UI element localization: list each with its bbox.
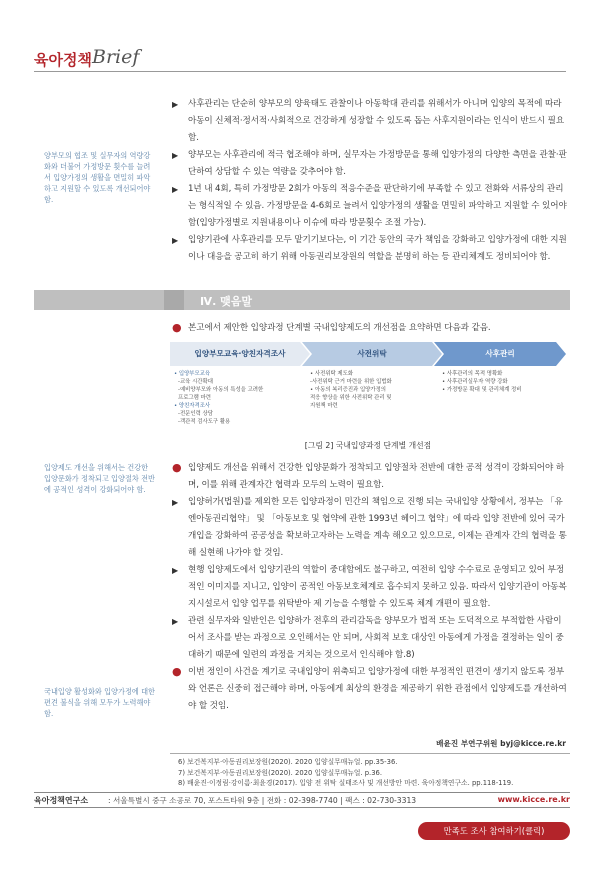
stage-detail-item: • 아동의 복리증진과 입양가정의 [310,387,387,393]
sub-bullet-point: ▶ 관련 실무자와 일반인은 입양하가 전후의 관리감독을 양부모가 법적 또는 도덕적으로 부적합한 사람이어서 조사를 받는 과정으로 오인해서는 안 되며, 사회적 보호 대상인 아동에게 가정을 결정하는 일이 중대하기 때문에 일련의 과정을 거치는 것으로서 인식해야 함.8) [172,613,568,664]
stage-detail-item: • 사후관리실무자 역량 강화 [442,379,508,385]
stage-detail-item: • 입양부모교육 [174,371,211,377]
bullet-point: ▶ 입양기관에 사후관리를 모두 맡기기보다는, 이 기간 동안의 국가 책임을 강화하고 입양가정에 대한 지원이나 대응을 공고히 하기 위해 아동권리보장원의 역할을 분명히 하는 등 관리체계도 정비되어야 함. [172,232,568,266]
stage-label: 사후관리 [485,349,515,358]
stage-detail-item: 적응 향상을 위한 사전위탁 관리 및 [310,395,392,401]
triangle-bullet-icon: ▶ [172,236,179,245]
stage-detail-item: 프로그램 마련 [178,395,211,401]
stage-detail-item: -예비양부모와 아동의 특성을 고려한 [178,387,264,393]
triangle-bullet-icon: ▶ [172,185,179,194]
stage-label: 입양부모교육·양친자격조사 [194,349,286,358]
page-header [34,46,566,72]
side-note-adoption-reform: 입양제도 개선을 위해서는 건강한 입양문화가 정착되고 입양절차 전반에 공적인 성격이 강화되어야 함. [44,463,156,494]
figure-caption: [그림 2] 국내입양과정 단계별 개선점 [304,441,432,450]
footnote: 6) 보건복지부·아동권리보장원(2020). 2020 입양실무매뉴얼. pp.35-36. [178,758,398,766]
survey-button[interactable]: 만족도 조사 참여하기(클릭) [418,822,570,840]
triangle-bullet-icon: ▶ [172,151,179,160]
stage-detail-item: • 사전위탁 제도화 [310,371,354,377]
triangle-bullet-icon: ▶ [172,617,179,626]
stage-detail-item: • 사후관리의 목적 명확화 [442,371,503,377]
brand-subtitle: Brief [92,46,140,68]
stage-arrow-3 [434,342,566,366]
stage-detail-item: • 가정방문 확대 및 관리체계 정비 [442,387,522,393]
triangle-bullet-icon: ▶ [172,566,179,575]
conclusion-intro [172,320,568,337]
aftercare-points [172,96,568,266]
stage-label: 사전위탁 [357,349,387,358]
footnotes [178,757,513,789]
footnote: 8) 배윤진·이정림·강이름·최윤경(2017). 입양 전 위탁 실태조사 및 개선방안 마련. 육아정책연구소. pp.118-119. [178,779,514,787]
stage-detail-item: -교육 시간확대 [178,379,213,385]
footer-address: : 서울특별시 중구 소공로 70, 포스트타워 9층 | 전화 : 02-398-7740 | 팩스 : 02-730-3313 [108,796,417,805]
dot-bullet-icon: ● [172,461,182,474]
section-heading [34,290,570,310]
bullet-point: ● 입양제도 개선을 위해서 건강한 입양문화가 정착되고 입양절차 전반에 대한 공적 성격이 강화되어야 하며, 이를 위해 관계자간 협력과 모두의 노력이 필요함. [172,461,565,490]
author-line: 배윤진 부연구위원 byj@kicce.re.kr [436,739,566,748]
section-marker [164,290,184,310]
page-footer [34,792,570,808]
stage-arrow-1 [170,342,310,366]
bullet-point: ▶ 사후관리는 단순히 양부모의 양육태도 관찰이나 아동학대 관리를 위해서가 아니며 입양의 목적에 따라 아동이 신체적·정서적·사회적으로 건강하게 성장할 수 있도록 돕는 사후지원이라는 인식이 반드시 필요함. [172,96,568,147]
triangle-bullet-icon: ▶ [172,100,179,109]
side-note-aftercare: 양부모의 협조 및 실무자의 역량강화와 더불어 가정방문 횟수를 늘려서 입양가정의 생활을 면밀히 파악하고 지원할 수 있도록 개선되어야 함. [44,151,151,204]
brand-title: 육아정책 [34,51,92,69]
footer-website-link[interactable]: www.kicce.re.kr [497,795,570,804]
stage-details-2 [306,370,392,410]
stage-detail-item: -사전위탁 근거 마련을 위한 입법화 [310,379,392,385]
side-note-prejudice: 국내입양 활성화와 입양가정에 대한 편견 불식을 위해 모두가 노력해야 함. [44,687,156,718]
bullet-point: ● 본고에서 제안한 입양과정 단계별 국내입양제도의 개선점을 요약하면 다음과 같음. [172,321,491,334]
triangle-bullet-icon: ▶ [172,498,179,507]
stage-details-1 [174,370,263,426]
stage-detail-item: -전문인력 상담 [178,411,213,417]
footer-institute: 육아정책연구소 [34,796,89,805]
dot-bullet-icon: ● [172,321,182,334]
stage-details-3 [438,370,521,394]
sub-bullet-point: ▶ 입양허가(법원)를 제외한 모든 입양과정이 민간의 책임으로 진행 되는 국내입양 상황에서, 정부는 「유엔아동권리협약」 및 「아동보호 및 협약에 관한 1993년 헤이그 협약」에 따라 입양 전반에 있어 국가 개입을 강화하여 공공성을 확보하고자하는 노력을 계속 해오고 있으므로, 이제는 관계자 간의 협력을 통해 실현해 나가야 할 것임. [172,494,568,562]
bullet-point: ▶ 양부모는 사후관리에 적극 협조해야 하며, 실무자는 가정방문을 통해 입양가정의 다양한 측면을 관찰·판단하여 상담할 수 있는 역량을 갖추어야 함. [172,147,568,181]
section-title: Ⅳ. 맺음말 [200,295,252,308]
footnote: 7) 보건복지부·아동권리보장원(2020). 2020 입양실무매뉴얼. p.36. [178,768,383,777]
process-diagram [170,342,566,436]
stage-detail-item: -객관적 검사도구 활용 [178,419,231,425]
stage-detail-item: 지원책 마련 [310,403,338,409]
dot-bullet-icon: ● [172,665,182,678]
bullet-point: ▶ 1년 내 4회, 특히 가정방문 2회가 아동의 적응수준을 판단하기에 부족할 수 있고 전화와 서류상의 관리는 형식적일 수 있음. 가정방문을 4-6회로 늘려서 입양가정의 생활을 면밀히 파악하고 지원할 수 있어야 함(입양가정별로 지원내용이나 이슈에 따라 방문횟수 조절 가능). [172,181,568,232]
stage-detail-item: • 양친자격조사 [174,403,211,409]
bullet-point: ● 이번 정인이 사건을 계기로 국내입양이 위축되고 입양가정에 대한 부정적인 편견이 생기지 않도록 정부와 언론은 신중히 접근해야 하며, 아동에게 최상의 환경을 제공하기 위한 관점에서 입양제도를 개선하여야 할 것임. [172,665,567,711]
stage-arrow-2 [302,342,442,366]
conclusion-points [172,460,568,715]
sub-bullet-point: ▶ 현행 입양제도에서 입양기관의 역할이 중대함에도 불구하고, 여전히 입양 수수료로 운영되고 있어 부정적인 이미지를 지니고, 입양이 공적인 아동보호체계로 흡수되지 못하고 있음. 따라서 입양기관이 아동복지시설로서 입양 업무를 위탁받아 제 기능을 수행할 수 있도록 체계 개편이 필요함. [172,562,568,613]
footnote-divider [170,753,570,754]
